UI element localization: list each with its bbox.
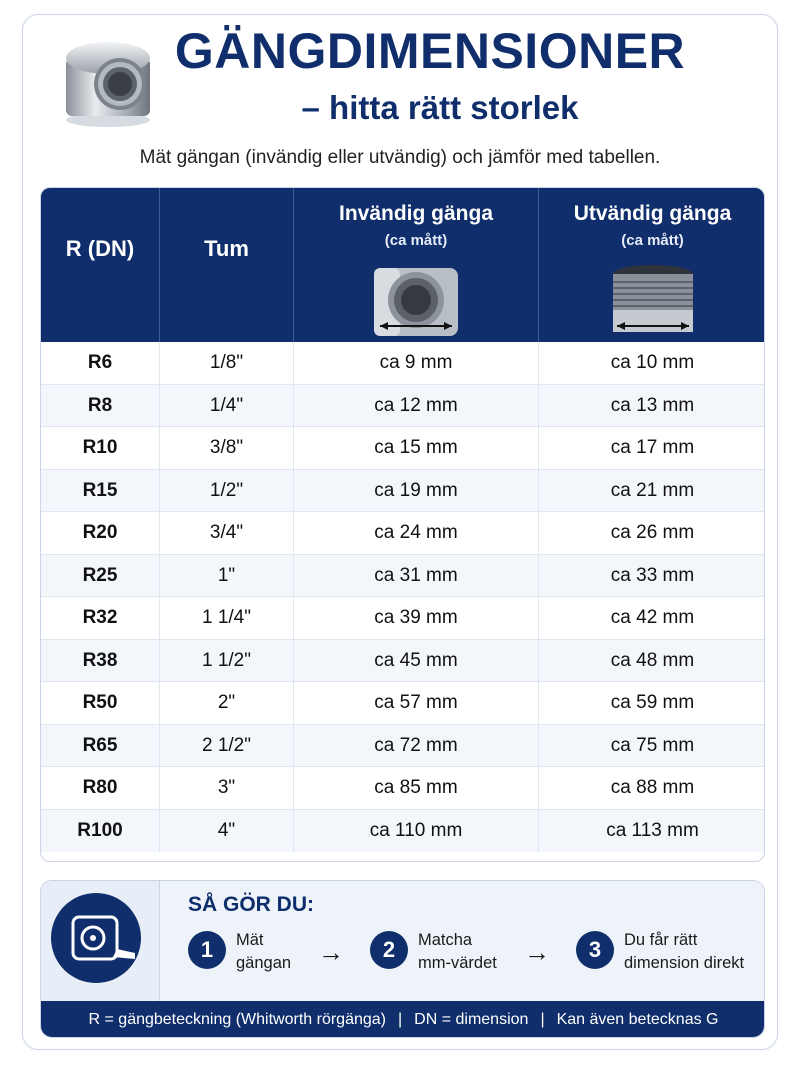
cell-tum: 2" bbox=[160, 682, 294, 724]
cell-tum: 3/8" bbox=[160, 427, 294, 469]
page-title: GÄNGDIMENSIONER bbox=[174, 23, 686, 79]
cell-r-dn: R6 bbox=[41, 342, 160, 384]
cell-tum: 3/4" bbox=[160, 512, 294, 554]
thread-dimension-table bbox=[40, 187, 765, 862]
cell-external: ca 59 mm bbox=[610, 692, 695, 713]
cell-r-dn: R80 bbox=[41, 767, 160, 809]
cell-internal: ca 24 mm bbox=[294, 512, 539, 554]
step-number: 2 bbox=[370, 931, 408, 969]
table-row bbox=[41, 470, 765, 513]
footer-item-dn: DN = dimension bbox=[414, 1011, 529, 1028]
cell-r-dn: R15 bbox=[41, 470, 160, 512]
cell-tum: 1/2" bbox=[160, 470, 294, 512]
how-to-panel bbox=[40, 880, 765, 1038]
footer-item-r: R = gängbeteckning (Whitworth rörgänga) bbox=[88, 1011, 386, 1028]
cell-internal: ca 12 mm bbox=[294, 385, 539, 427]
table-body bbox=[41, 342, 765, 852]
step-text: Mät gängan bbox=[236, 931, 292, 972]
cell-external: ca 42 mm bbox=[610, 607, 695, 628]
threaded-socket-icon bbox=[58, 28, 162, 132]
table-row bbox=[41, 427, 765, 470]
table-row bbox=[41, 640, 765, 683]
intro-text: Mät gängan (invändig eller utvändig) och jämför med tabellen. bbox=[139, 147, 661, 168]
cell-r-dn: R20 bbox=[41, 512, 160, 554]
footer-item-g: Kan även betecknas G bbox=[556, 1011, 719, 1028]
cell-external: ca 113 mm bbox=[606, 819, 699, 841]
column-header-tum: Tum bbox=[160, 188, 294, 342]
column-header-r-dn: R (DN) bbox=[41, 188, 160, 342]
cell-r-dn: R100 bbox=[41, 810, 160, 852]
table-header bbox=[41, 188, 765, 342]
cell-internal: ca 57 mm bbox=[294, 682, 539, 724]
step-number: 1 bbox=[188, 931, 226, 969]
cell-internal: ca 72 mm bbox=[294, 725, 539, 767]
internal-thread-icon bbox=[366, 264, 466, 340]
cell-external: ca 48 mm bbox=[610, 649, 695, 671]
cell-r-dn: R50 bbox=[41, 682, 160, 724]
cell-external: ca 13 mm bbox=[610, 394, 695, 416]
cell-tum: 1/4" bbox=[160, 385, 294, 427]
cell-external: ca 33 mm bbox=[610, 564, 695, 586]
cell-r-dn: R32 bbox=[41, 597, 160, 639]
cell-tum: 1 1/4" bbox=[160, 597, 294, 639]
cell-external: ca 21 mm bbox=[610, 479, 695, 501]
table-row bbox=[41, 512, 765, 555]
cell-tum: 1/8" bbox=[160, 342, 294, 384]
cell-external: ca 10 mm bbox=[610, 352, 695, 373]
column-header-internal-thread: Invändig gänga (ca mått) bbox=[294, 188, 539, 342]
cell-external: ca 88 mm bbox=[610, 777, 695, 798]
table-row bbox=[41, 767, 765, 810]
arrow-right-icon: → bbox=[524, 937, 550, 967]
external-thread-icon bbox=[603, 264, 703, 340]
cell-r-dn: R10 bbox=[41, 427, 160, 469]
column-header-external-thread: Utvändig gänga (ca mått) bbox=[539, 188, 765, 342]
cell-internal: ca 110 mm bbox=[294, 810, 539, 852]
cell-r-dn: R25 bbox=[41, 555, 160, 597]
table-row bbox=[41, 810, 765, 853]
cell-r-dn: R65 bbox=[41, 725, 160, 767]
table-row bbox=[41, 725, 765, 768]
arrow-right-icon: → bbox=[318, 937, 344, 967]
cell-tum: 1" bbox=[160, 555, 294, 597]
how-to-title: SÅ GÖR DU: bbox=[188, 893, 314, 916]
cell-tum: 1 1/2" bbox=[160, 640, 294, 682]
cell-tum: 2 1/2" bbox=[160, 725, 294, 767]
how-to-steps bbox=[159, 881, 764, 1001]
cell-external: ca 75 mm bbox=[610, 734, 695, 756]
table-row bbox=[41, 682, 765, 725]
how-to-icon-panel bbox=[41, 881, 159, 1001]
table-row bbox=[41, 385, 765, 428]
table-row bbox=[41, 555, 765, 598]
cell-internal: ca 85 mm bbox=[294, 767, 539, 809]
cell-internal: ca 45 mm bbox=[294, 640, 539, 682]
cell-external: ca 26 mm bbox=[610, 522, 695, 543]
cell-r-dn: R8 bbox=[41, 385, 160, 427]
cell-tum: 3" bbox=[160, 767, 294, 809]
cell-r-dn: R38 bbox=[41, 640, 160, 682]
cell-internal: ca 31 mm bbox=[294, 555, 539, 597]
table-row bbox=[41, 597, 765, 640]
table-row bbox=[41, 342, 765, 385]
cell-internal: ca 15 mm bbox=[294, 427, 539, 469]
step-text: Du får rätt dimension direkt bbox=[624, 931, 745, 972]
cell-external: ca 17 mm bbox=[610, 437, 695, 458]
step-number: 3 bbox=[576, 931, 614, 969]
tape-measure-icon bbox=[51, 893, 141, 983]
step-text: Matcha mm-värdet bbox=[418, 931, 497, 972]
cell-internal: ca 39 mm bbox=[294, 597, 539, 639]
footer-separator: | bbox=[540, 1011, 545, 1028]
cell-internal: ca 9 mm bbox=[294, 342, 539, 384]
page-subtitle: – hitta rätt storlek bbox=[301, 89, 579, 126]
legend-footer bbox=[41, 1001, 765, 1038]
cell-internal: ca 19 mm bbox=[294, 470, 539, 512]
cell-tum: 4" bbox=[160, 810, 294, 852]
footer-separator: | bbox=[398, 1011, 403, 1028]
